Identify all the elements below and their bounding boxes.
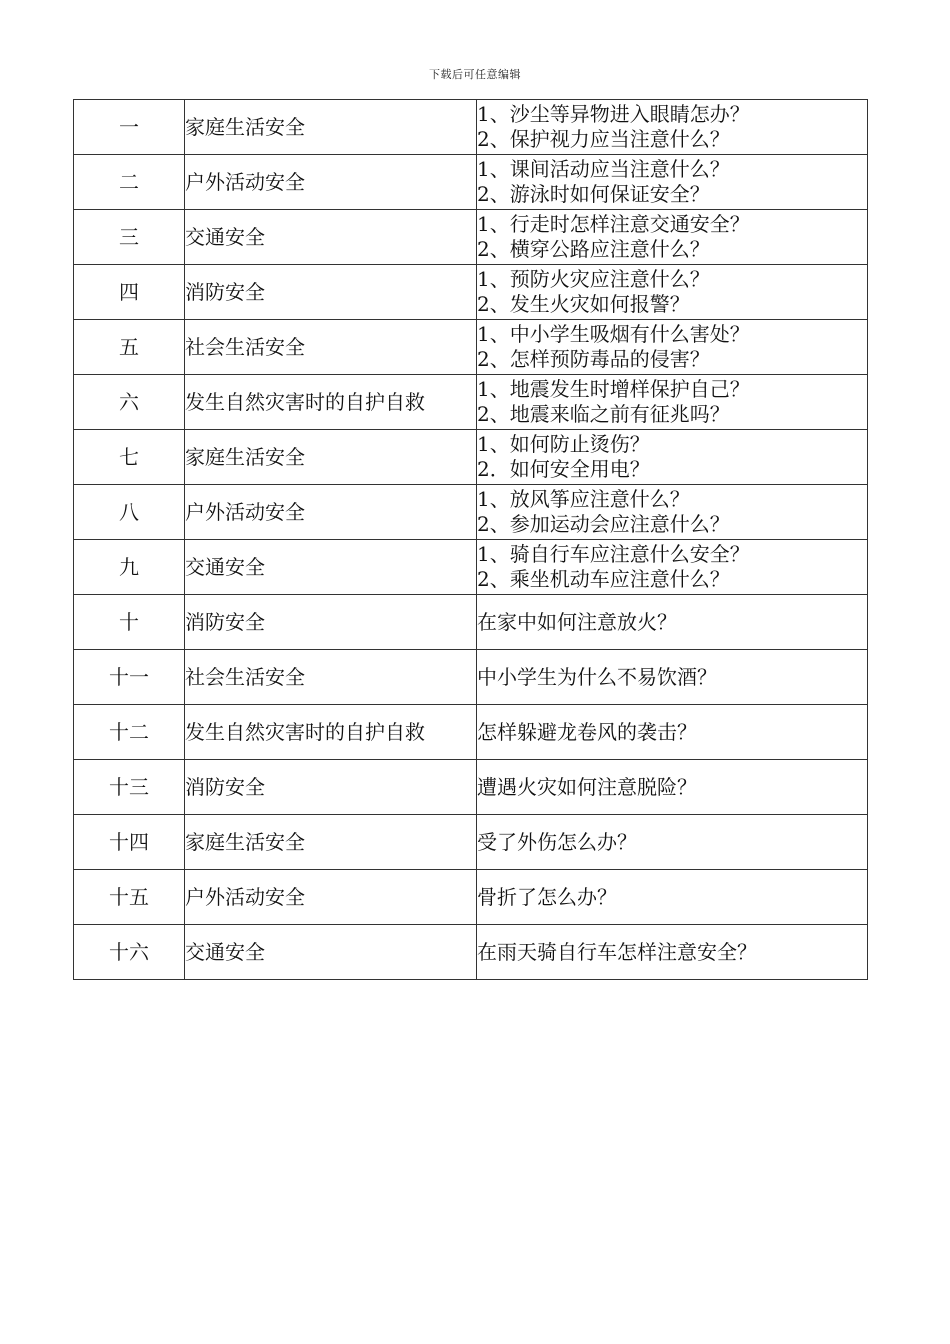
table-row [74,320,868,375]
topic-cell: 户外活动安全 [185,485,477,540]
questions-cell [477,760,868,815]
questions-cell [477,815,868,870]
table-row [74,155,868,210]
question-text: 2、参加运动会应注意什么？ [477,512,730,536]
question-text: 1、行走时怎样注意交通安全？ [477,212,750,236]
row-number-cell: 九 [74,540,185,595]
table-row [74,485,868,540]
question-text: 1、沙尘等异物进入眼睛怎办？ [477,102,750,126]
questions-cell [477,650,868,705]
topic-cell: 交通安全 [185,540,477,595]
topic-cell: 户外活动安全 [185,870,477,925]
questions-cell [477,320,868,375]
topic-cell: 交通安全 [185,210,477,265]
questions-cell [477,210,868,265]
topic-cell: 户外活动安全 [185,155,477,210]
topic-cell: 家庭生活安全 [185,430,477,485]
safety-schedule-table [73,99,868,980]
row-number-cell: 二 [74,155,185,210]
row-number-cell: 十三 [74,760,185,815]
table-body [74,100,868,980]
questions-cell [477,870,868,925]
question-text: 1、如何防止烫伤？ [477,432,650,456]
question-text: 遭遇火灾如何注意脱险？ [477,774,697,799]
questions-cell [477,265,868,320]
row-number-cell: 十一 [74,650,185,705]
row-number-cell: 一 [74,100,185,155]
topic-cell: 家庭生活安全 [185,815,477,870]
topic-cell: 发生自然灾害时的自护自救 [185,705,477,760]
row-number-cell: 三 [74,210,185,265]
questions-cell [477,705,868,760]
question-text: 骨折了怎么办？ [477,884,617,909]
topic-cell: 消防安全 [185,760,477,815]
row-number-cell: 十四 [74,815,185,870]
topic-cell: 发生自然灾害时的自护自救 [185,375,477,430]
table-row [74,815,868,870]
row-number-cell: 五 [74,320,185,375]
row-number-cell: 十二 [74,705,185,760]
row-number-cell: 七 [74,430,185,485]
table-row [74,595,868,650]
questions-cell [477,100,868,155]
row-number-cell: 十六 [74,925,185,980]
question-text: 1、地震发生时增样保护自己？ [477,377,750,401]
table-row [74,375,868,430]
question-text: 1、预防火灾应注意什么？ [477,267,710,291]
question-text: 1、放风筝应注意什么？ [477,487,690,511]
table-row [74,430,868,485]
row-number-cell: 四 [74,265,185,320]
table-row [74,100,868,155]
row-number-cell: 六 [74,375,185,430]
table-row [74,760,868,815]
question-text: 1、骑自行车应注意什么安全？ [477,542,750,566]
page-header: 下载后可任意编辑 [429,68,521,81]
question-text: 2、保护视力应当注意什么？ [477,127,730,151]
question-text: 2．如何安全用电？ [477,457,650,481]
question-text: 2、乘坐机动车应注意什么？ [477,567,730,591]
question-text: 2、横穿公路应注意什么？ [477,237,710,261]
topic-cell: 社会生活安全 [185,320,477,375]
row-number-cell: 八 [74,485,185,540]
question-text: 受了外伤怎么办？ [477,829,637,854]
topic-cell: 社会生活安全 [185,650,477,705]
question-text: 在家中如何注意放火？ [477,609,677,634]
question-text: 1、中小学生吸烟有什么害处？ [477,322,750,346]
table-row [74,265,868,320]
table-row [74,650,868,705]
table-row [74,210,868,265]
table-row [74,705,868,760]
topic-cell: 交通安全 [185,925,477,980]
questions-cell [477,430,868,485]
question-text: 2、地震来临之前有征兆吗？ [477,402,730,426]
table-row [74,540,868,595]
row-number-cell: 十 [74,595,185,650]
table-row [74,925,868,980]
topic-cell: 家庭生活安全 [185,100,477,155]
questions-cell [477,375,868,430]
questions-cell [477,155,868,210]
question-text: 2、游泳时如何保证安全？ [477,182,710,206]
table-row [74,870,868,925]
row-number-cell: 十五 [74,870,185,925]
question-text: 在雨天骑自行车怎样注意安全？ [477,939,757,964]
questions-cell [477,925,868,980]
topic-cell: 消防安全 [185,595,477,650]
question-text: 1、课间活动应当注意什么？ [477,157,730,181]
topic-cell: 消防安全 [185,265,477,320]
question-text: 中小学生为什么不易饮酒？ [477,664,717,689]
question-text: 怎样躲避龙卷风的袭击？ [477,719,697,744]
question-text: 2、发生火灾如何报警？ [477,292,690,316]
questions-cell [477,540,868,595]
questions-cell [477,595,868,650]
question-text: 2、怎样预防毒品的侵害？ [477,347,710,371]
questions-cell [477,485,868,540]
